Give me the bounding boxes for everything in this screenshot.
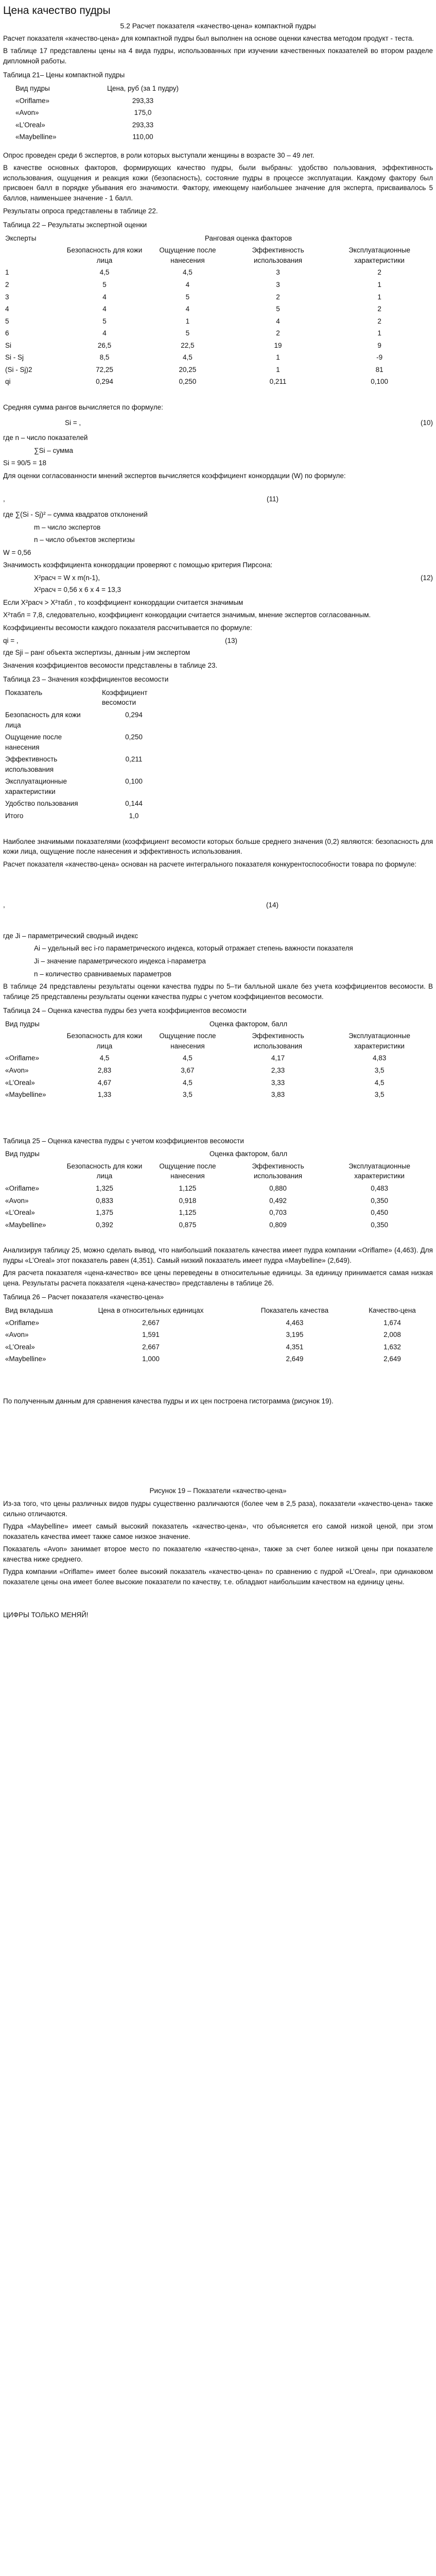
weight-text: Коэффициенты весомости каждого показателя рассчитывается по формуле:: [3, 624, 252, 632]
table-row: [3, 315, 433, 328]
table-26: [3, 1304, 433, 1365]
table-21-cell: «L’Oreal»: [15, 121, 45, 129]
table-cell: 0,809: [269, 1221, 287, 1229]
table-cell: 4: [5, 305, 9, 313]
table-cell: 2: [5, 280, 9, 289]
table-cell: 2,667: [142, 1318, 160, 1327]
table-cell: 4,5: [183, 1054, 193, 1062]
table-23-header-indicator: Показатель: [5, 688, 43, 697]
table-cell: 0,211: [269, 378, 287, 386]
table-26-caption: Таблица 26 – Расчет показателя «качество-цена»: [3, 1293, 164, 1301]
table-cell: 0,918: [179, 1196, 197, 1205]
table-cell: 4,67: [97, 1078, 112, 1087]
table-21-cell: 293,33: [132, 121, 154, 129]
table-cell: 2: [377, 268, 381, 277]
table-cell: 0,833: [96, 1196, 113, 1205]
table-21-cell: «Avon»: [15, 109, 39, 117]
final-paragraph-4: Пудра компании «Oriflame» имеет более высокий показатель «качество-цена» по сравнению с пудрой «L’Oreal», при одинаковом показателе цены она имеет более высокие показатели по качеству, т.е. обладают наибольшим качеством на единицу цены.: [3, 1568, 433, 1586]
table-cell: 1,591: [142, 1331, 160, 1339]
formula-11-where-2: m – число экспертов: [34, 523, 101, 531]
table-cell: 2,008: [383, 1331, 401, 1339]
table-row: [3, 327, 433, 340]
table-21-header-kind: Вид пудры: [15, 84, 50, 92]
table-21-cell: 175,0: [134, 109, 152, 117]
table-cell: 4,5: [99, 1054, 110, 1062]
table-22-caption: Таблица 22 – Результаты экспертной оценки: [3, 221, 147, 229]
table-cell: «Avon»: [5, 1066, 29, 1075]
table-cell: «Oriflame»: [5, 1054, 40, 1062]
table-row: [3, 266, 433, 279]
footer-note: ЦИФРЫ ТОЛЬКО МЕНЯЙ!: [3, 1611, 89, 1619]
table-25-analysis-1: Анализируя таблицу 25, можно сделать вывод, что наибольший показатель качества имеет пудра компании «Oriflame» (4,463). Для пудры «L’Oreal» этот показатель равен (4,351). Самый низкий показатель имеет пудра «Maybelline» (2,649).: [3, 1246, 433, 1264]
section-title: 5.2 Расчет показателя «качество-цена» компактной пудры: [120, 22, 316, 30]
table-25-body: [3, 1182, 433, 1231]
final-paragraph-1: Из-за того, что цены различных видов пудры существенно различаются (более чем в 2,5 раза), показатели «качество-цена» также сильно отличаются.: [3, 1499, 433, 1518]
intro-paragraph-2: В таблице 17 представлены цены на 4 вида пудры, использованных при изучении качественных показателей во втором разделе дипломной работы.: [3, 47, 433, 65]
weight-values-text: Значения коэффициентов весомости представлены в таблице 23.: [3, 661, 218, 669]
table-cell: Удобство пользования: [5, 800, 78, 808]
table-cell: 1: [377, 280, 381, 289]
table-cell: «Oriflame»: [5, 1184, 40, 1192]
table-23-caption: Таблица 23 – Значения коэффициентов весомости: [3, 675, 169, 684]
table-row: [3, 1207, 433, 1219]
table-row: [3, 1353, 433, 1365]
table-22-body: [3, 266, 433, 388]
table-cell: 2: [276, 293, 280, 301]
formula-14: [3, 900, 433, 910]
table-26-body: [3, 1317, 433, 1365]
table-row: [3, 731, 168, 753]
formula-14-where-2: Ai – удельный вес i-го параметрического индекса, который отражает степень важности показателя: [34, 944, 353, 953]
table-25-header-col: Безопасность для кожи лица: [66, 1162, 143, 1180]
page-title: Цена качество пудры: [3, 5, 111, 16]
experts-paragraph-2: В качестве основных факторов, формирующих качество пудры, были выбраны: удобство пользования, эффективность использования, ощущения и реакция кожи (безопасность), состояние пудры в процессе эксплуатации. Каждому фактору был присвоен балл в порядке убывания его значимости. Фактору, имеющему наибольшее значение для эксперта, присваивалось 5 баллов, наименьшее значение - 1 балл.: [3, 164, 433, 202]
table-cell: 0,100: [125, 777, 143, 786]
table-row: [3, 1089, 433, 1101]
table-24-intro: В таблице 24 представлены результаты оценки качества пудры по 5–ти балльной шкале без учета коэффициентов весомости. В таблице 25 представлены результаты оценки качества пудры с учетом коэффициентов весомости.: [3, 982, 433, 1001]
table-cell: 1,33: [97, 1091, 112, 1099]
table-cell: 1: [377, 329, 381, 337]
table-cell: 5: [102, 280, 107, 289]
table-cell: 2,649: [286, 1355, 304, 1363]
formula-14-where-1: где Ji – параметрический сводный индекс: [3, 931, 138, 940]
table-26-header-col: Качество-цена: [369, 1307, 416, 1315]
table-cell: 4,5: [183, 268, 193, 277]
table-cell: Si: [5, 341, 12, 349]
table-25-header-col: Эксплуатационные характеристики: [348, 1162, 411, 1180]
formula-12: [3, 573, 433, 583]
table-cell: 3: [276, 268, 280, 277]
table-cell: 20,25: [179, 365, 197, 374]
table-cell: 81: [375, 365, 383, 374]
table-22-header-col: Ощущение после нанесения: [159, 246, 216, 264]
table-cell: Эффективность использования: [5, 755, 58, 773]
table-cell: 0,350: [371, 1221, 388, 1229]
table-row: [3, 1052, 433, 1064]
table-cell: 4,5: [99, 268, 110, 277]
table-22-header-experts: Эксперты: [5, 234, 37, 242]
table-cell: 0,703: [269, 1209, 287, 1217]
table-cell: 4,5: [374, 1078, 385, 1087]
formula-13: [3, 636, 433, 646]
table-cell: 0,144: [125, 800, 143, 808]
formula-10: [3, 418, 433, 428]
table-row: [3, 291, 433, 303]
table-row: [3, 364, 433, 376]
table-row: [3, 1219, 433, 1231]
table-cell: 26,5: [97, 341, 112, 349]
table-cell: 3,67: [181, 1066, 195, 1075]
table-23-body: [3, 709, 168, 822]
experts-paragraph-1: Опрос проведен среди 6 экспертов, в роли которых выступали женщины в возрасте 30 – 49 лет.: [3, 151, 315, 159]
table-cell: 0,294: [96, 378, 113, 386]
formula-14-where-3: Ji – значение параметрического индекса i-параметра: [34, 957, 206, 965]
table-cell: «Oriflame»: [5, 1318, 40, 1327]
final-paragraph-2: Пудра «Maybelline» имеет самый высокий показатель «качество-цена», что объясняется его самой низкой ценой, при этом показатель качества имеет также самое низкое значение.: [3, 1522, 433, 1540]
table-21: [13, 82, 181, 143]
table-cell: 22,5: [181, 341, 195, 349]
table-cell: 3,83: [271, 1091, 285, 1099]
table-cell: 5: [5, 317, 9, 325]
table-24: [3, 1018, 433, 1101]
table-cell: 0,250: [179, 378, 197, 386]
table-cell: 6: [5, 329, 9, 337]
table-row: [3, 351, 433, 364]
pearson-result: X²табл = 7,8, следовательно, коэффициент конкордации считается значимым, мнение экспертов согласованным.: [3, 611, 371, 619]
formula-10-where-3: Si = 90/5 = 18: [3, 459, 47, 467]
table-24-header-col: Эксплуатационные характеристики: [348, 1032, 411, 1050]
table-cell: 3,5: [183, 1091, 193, 1099]
table-24-header-col: Ощущение после нанесения: [159, 1032, 216, 1050]
formula-12-number: (12): [420, 573, 433, 582]
table-21-cell: 293,33: [132, 96, 154, 105]
table-cell: 3: [276, 280, 280, 289]
table-cell: Итого: [5, 812, 24, 820]
formula-11-where-1: где ∑(Si - Sj)² – сумма квадратов отклонений: [3, 510, 148, 518]
table-24-header-col: Безопасность для кожи лица: [66, 1032, 143, 1050]
table-cell: 4: [102, 329, 107, 337]
final-paragraph-3: Показатель «Avon» занимает второе место по показателю «качество-цена», также за счет более низкой цены при показателе качества ниже среднего.: [3, 1545, 433, 1563]
table-21-cell: «Oriflame»: [15, 96, 50, 105]
table-cell: 3,5: [374, 1091, 385, 1099]
table-cell: 0,875: [179, 1221, 197, 1229]
formula-11-where-3: n – число объектов экспертизы: [34, 536, 135, 544]
table-cell: 1,375: [96, 1209, 113, 1217]
table-cell: 1,0: [129, 812, 139, 820]
histogram-text: По полученным данным для сравнения качества пудры и их цен построена гистограмма (рисунок 19).: [3, 1397, 334, 1405]
table-cell: 1: [276, 365, 280, 374]
formula-12-expression: X²расч = W x m(n-1),: [34, 573, 100, 582]
table-cell: 2: [276, 329, 280, 337]
experts-paragraph-3: Результаты опроса представлены в таблице 22.: [3, 207, 158, 215]
table-21-header-price: Цена, руб (за 1 пудру): [107, 84, 179, 92]
table-cell: «Avon»: [5, 1331, 29, 1339]
table-25-header-group: Оценка фактором, балл: [209, 1150, 288, 1158]
formula-14-number: (14): [266, 901, 278, 909]
formula-11-number: (11): [266, 495, 278, 503]
formula-10-where-1: где n – число показателей: [3, 434, 88, 442]
table-26-header-col: Цена в относительных единицах: [98, 1307, 204, 1315]
table-cell: (Si - Sj)2: [5, 365, 32, 374]
table-cell: 1: [5, 268, 9, 277]
table-cell: 2,667: [142, 1343, 160, 1351]
table-cell: 3,5: [374, 1066, 385, 1075]
table-cell: 4,463: [286, 1318, 304, 1327]
table-row: [3, 1317, 433, 1329]
formula-11-expression: ,: [3, 495, 5, 503]
table-row: [3, 1182, 433, 1195]
table-cell: «L’Oreal»: [5, 1078, 35, 1087]
table-21-caption: Таблица 21– Цены компактной пудры: [3, 71, 125, 79]
table-cell: Ощущение после нанесения: [5, 733, 62, 751]
table-25-header-col: Эффективность использования: [252, 1162, 304, 1180]
table-row: [3, 1329, 433, 1341]
table-row: [3, 753, 168, 775]
formula-10-where-2: ∑Si – сумма: [34, 446, 74, 454]
table-21-cell: 110,00: [132, 133, 153, 141]
table-cell: 2: [377, 305, 381, 313]
table-24-header-kind: Вид пудры: [5, 1020, 40, 1028]
weight-conclusion-1: Наиболее значимыми показателями (коэффициент весомости которых больше среднего значения (0,2) являются: безопасность для кожи лица, ощущение после нанесения и эффективность использования.: [3, 837, 433, 856]
table-cell: 3: [5, 293, 9, 301]
table-row: [3, 340, 433, 352]
table-cell: 0,483: [371, 1184, 388, 1192]
table-cell: 0,350: [371, 1196, 388, 1205]
formula-14-where-4: n – количество сравниваемых параметров: [34, 970, 171, 978]
table-cell: 4: [185, 280, 190, 289]
table-25-caption: Таблица 25 – Оценка качества пудры с учетом коэффициентов весомости: [3, 1137, 244, 1145]
formula-10-number: (10): [420, 418, 433, 427]
weight-conclusion-2: Расчет показателя «качество-цена» основан на расчете интегрального показателя конкурентоспособности товара по формуле:: [3, 860, 417, 868]
formula-13-expression: qi = ,: [3, 636, 19, 645]
table-cell: qi: [5, 378, 11, 386]
table-23: [3, 687, 168, 822]
table-row: [3, 1195, 433, 1207]
table-cell: «Maybelline»: [5, 1221, 46, 1229]
table-cell: «Avon»: [5, 1196, 29, 1205]
table-22-header-col: Эксплуатационные характеристики: [348, 246, 411, 264]
table-cell: 1,632: [383, 1343, 401, 1351]
table-25-header-kind: Вид пудры: [5, 1150, 40, 1158]
table-25: [3, 1148, 433, 1231]
table-row: [3, 798, 168, 810]
table-24-header-group: Оценка фактором, балл: [209, 1020, 288, 1028]
table-cell: 4,351: [286, 1343, 304, 1351]
formula-13-where: где Sji – ранг объекта экспертизы, данным j-им экспертом: [3, 649, 190, 657]
table-cell: 4,5: [183, 353, 193, 362]
table-cell: 1,674: [383, 1318, 401, 1327]
kendall-text: Для оценки согласованности мнений экспертов вычисляется коэффициент конкордации (W) по формуле:: [3, 471, 346, 480]
table-cell: 1,125: [179, 1184, 197, 1192]
formula-10-expression: Si = ,: [65, 418, 81, 427]
table-cell: 1: [276, 353, 280, 362]
table-cell: «L’Oreal»: [5, 1343, 35, 1351]
table-cell: 0,880: [269, 1184, 287, 1192]
table-row: [3, 1077, 433, 1089]
table-cell: 2,83: [97, 1066, 112, 1075]
table-cell: «Maybelline»: [5, 1091, 46, 1099]
table-cell: 9: [377, 341, 381, 349]
table-22-header-col: Эффективность использования: [252, 246, 304, 264]
table-row: [3, 775, 168, 798]
table-row: [3, 1341, 433, 1353]
table-row: [3, 810, 168, 822]
table-cell: 5: [185, 329, 190, 337]
table-cell: 4: [276, 317, 280, 325]
table-cell: 0,100: [371, 378, 388, 386]
table-25-header-col: Ощущение после нанесения: [159, 1162, 216, 1180]
formula-11-where-4: W = 0,56: [3, 548, 31, 556]
table-cell: 4: [185, 305, 190, 313]
table-cell: «Maybelline»: [5, 1355, 46, 1363]
table-cell: -9: [376, 353, 383, 362]
table-cell: 0,392: [96, 1221, 113, 1229]
table-row: [3, 1064, 433, 1077]
formula-14-expression: ,: [3, 901, 5, 909]
figure-19-caption: Рисунок 19 – Показатели «качество-цена»: [149, 1487, 287, 1495]
table-cell: 1,000: [142, 1355, 160, 1363]
table-row: [3, 376, 433, 388]
avg-sum-text: Средняя сумма рангов вычисляется по формуле:: [3, 403, 163, 412]
table-cell: 0,294: [125, 710, 143, 719]
table-cell: 5: [276, 305, 280, 313]
table-row: [3, 709, 168, 731]
table-cell: 3,195: [286, 1331, 304, 1339]
figure-19-placeholder: [3, 1409, 433, 1486]
table-cell: 4,83: [372, 1054, 387, 1062]
table-cell: 3,33: [271, 1078, 285, 1087]
table-cell: 1,325: [96, 1184, 113, 1192]
table-24-body: [3, 1052, 433, 1100]
table-cell: 2: [377, 317, 381, 325]
table-24-header-col: Эффективность использования: [252, 1032, 304, 1050]
table-row: [3, 279, 433, 291]
table-cell: Эксплуатационные характеристики: [5, 777, 67, 795]
table-25-analysis-2: Для расчета показателя «цена-качество» все цены переведены в относительные единицы. За единицу принимается самая низкая цена. Результаты расчета показателя «цена-качество» представлены в таблице 26.: [3, 1269, 433, 1287]
table-cell: 4,17: [271, 1054, 285, 1062]
table-cell: 8,5: [99, 353, 110, 362]
table-cell: 1: [377, 293, 381, 301]
table-26-header-col: Вид вкладыша: [5, 1307, 53, 1315]
table-cell: 5: [185, 293, 190, 301]
table-cell: 5: [102, 317, 107, 325]
table-cell: Si - Sj: [5, 353, 24, 362]
table-cell: 4: [102, 293, 107, 301]
table-cell: 0,211: [125, 755, 143, 764]
table-23-header-weight: Коэффициент весомости: [102, 688, 148, 707]
table-22-header-group: Ранговая оценка факторов: [204, 234, 292, 242]
table-cell: 4,5: [183, 1078, 193, 1087]
table-cell: 2,649: [383, 1355, 401, 1363]
intro-paragraph-1: Расчет показателя «качество-цена» для компактной пудры был выполнен на основе оценки качества методом продукт - теста.: [3, 34, 414, 42]
table-cell: 0,250: [125, 733, 143, 741]
formula-11: [3, 494, 433, 504]
table-22: [3, 232, 433, 388]
formula-12-calc: X²расч = 0,56 x 6 x 4 = 13,3: [34, 586, 121, 594]
table-26-header-col: Показатель качества: [260, 1307, 329, 1315]
table-cell: 1,125: [179, 1209, 197, 1217]
table-cell: 4: [102, 305, 107, 313]
table-cell: 19: [274, 341, 282, 349]
table-cell: «L’Oreal»: [5, 1209, 35, 1217]
pearson-text: Значимость коэффициента конкордации проверяют с помощью критерия Пирсона:: [3, 561, 273, 569]
table-cell: Безопасность для кожи лица: [5, 710, 81, 729]
table-cell: 2,33: [271, 1066, 285, 1075]
formula-13-number: (13): [224, 636, 237, 645]
table-24-caption: Таблица 24 – Оценка качества пудры без учета коэффициентов весомости: [3, 1007, 247, 1015]
table-cell: 72,25: [96, 365, 113, 374]
table-22-header-col: Безопасность для кожи лица: [66, 246, 143, 264]
table-21-cell: «Maybelline»: [15, 133, 57, 141]
table-cell: 0,450: [371, 1209, 388, 1217]
pearson-condition: Если X²расч > X²табл , то коэффициент конкордации считается значимым: [3, 598, 243, 606]
table-row: [3, 303, 433, 315]
table-cell: 0,492: [269, 1196, 287, 1205]
table-cell: 1: [185, 317, 190, 325]
